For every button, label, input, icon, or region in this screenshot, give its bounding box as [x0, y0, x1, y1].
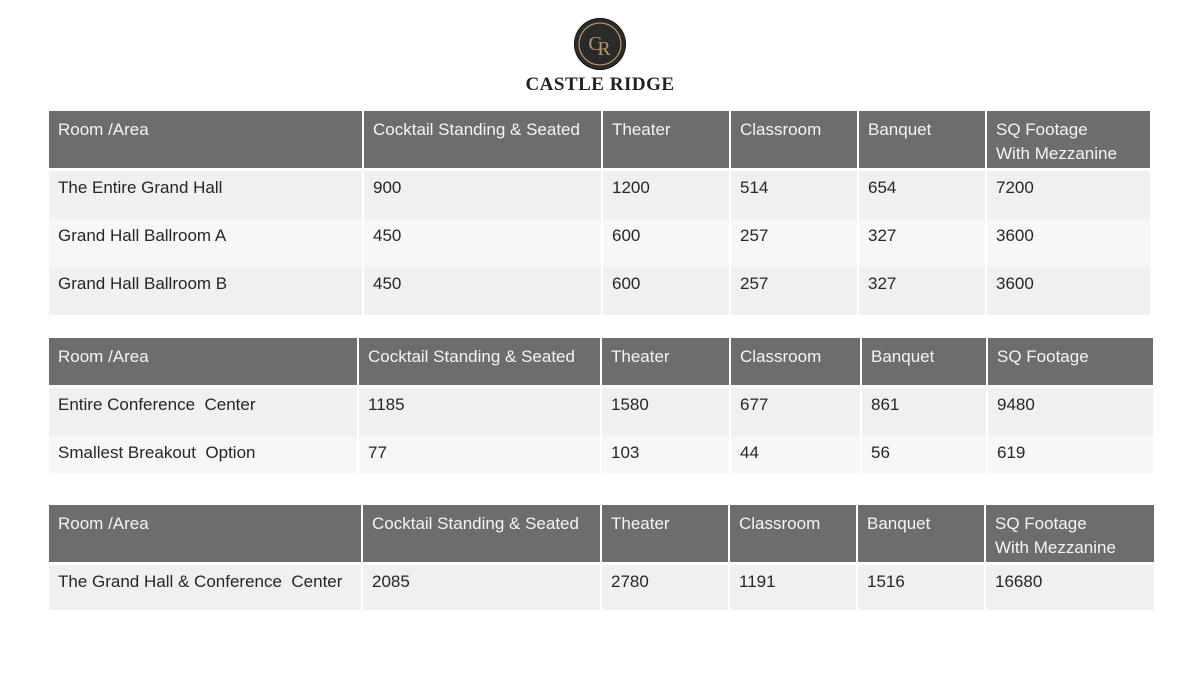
- header-theater: Theater: [602, 338, 731, 388]
- cell-cocktail: 2085: [363, 565, 602, 610]
- header-room-area: Room /Area: [49, 111, 364, 171]
- castle-ridge-logo-seal: [574, 18, 626, 70]
- table-row: [49, 267, 1150, 315]
- cell-theater: 600: [603, 219, 731, 267]
- cell-cocktail: 450: [364, 267, 603, 315]
- cell-classroom: 257: [731, 219, 859, 267]
- svg-text:R: R: [597, 38, 611, 60]
- cell-room: Entire Conference Center: [49, 388, 359, 436]
- cell-theater: 2780: [602, 565, 730, 610]
- header-classroom: Classroom: [731, 338, 862, 388]
- header-room-area: Room /Area: [49, 505, 363, 565]
- cell-banquet: 327: [859, 219, 987, 267]
- cell-sq-footage: 619: [988, 436, 1153, 473]
- header-sq-footage: SQ Footage: [988, 338, 1153, 388]
- table-row: [49, 171, 1150, 219]
- header-banquet: Banquet: [862, 338, 988, 388]
- cell-sq-footage: 16680: [986, 565, 1154, 610]
- cell-room: The Grand Hall & Conference Center: [49, 565, 363, 610]
- header-theater: Theater: [603, 111, 731, 171]
- cell-sq-footage: 3600: [987, 267, 1150, 315]
- cell-classroom: 1191: [730, 565, 858, 610]
- header-classroom: Classroom: [730, 505, 858, 565]
- cell-cocktail: 450: [364, 219, 603, 267]
- table-row: [49, 565, 1154, 610]
- brand-header: [0, 0, 1200, 105]
- table-header-row: [49, 505, 1154, 565]
- header-banquet: Banquet: [859, 111, 987, 171]
- cell-classroom: 44: [731, 436, 862, 473]
- cell-room: Grand Hall Ballroom A: [49, 219, 364, 267]
- grand-hall-capacity-table: [49, 111, 1150, 315]
- header-theater: Theater: [602, 505, 730, 565]
- table-row: [49, 219, 1150, 267]
- header-cocktail: Cocktail Standing & Seated: [363, 505, 602, 565]
- cell-banquet: 654: [859, 171, 987, 219]
- table-header-row: [49, 111, 1150, 171]
- cell-classroom: 677: [731, 388, 862, 436]
- header-cocktail: Cocktail Standing & Seated: [359, 338, 602, 388]
- table-row: [49, 436, 1153, 473]
- cell-banquet: 1516: [858, 565, 986, 610]
- table-row: [49, 388, 1153, 436]
- combined-venue-capacity-table: [49, 505, 1154, 610]
- monogram-seal-graphic: [574, 18, 626, 70]
- cell-theater: 103: [602, 436, 731, 473]
- cell-cocktail: 77: [359, 436, 602, 473]
- header-cocktail: Cocktail Standing & Seated: [364, 111, 603, 171]
- cell-sq-footage: 3600: [987, 219, 1150, 267]
- cell-theater: 1580: [602, 388, 731, 436]
- cell-banquet: 56: [862, 436, 988, 473]
- cell-sq-footage: 7200: [987, 171, 1150, 219]
- cell-theater: 1200: [603, 171, 731, 219]
- cell-cocktail: 900: [364, 171, 603, 219]
- header-banquet: Banquet: [858, 505, 986, 565]
- cell-classroom: 514: [731, 171, 859, 219]
- header-sq-footage: SQ Footage With Mezzanine: [987, 111, 1150, 171]
- cell-banquet: 327: [859, 267, 987, 315]
- conference-center-capacity-table: [49, 338, 1153, 473]
- cell-room: The Entire Grand Hall: [49, 171, 364, 219]
- table-header-row: [49, 338, 1153, 388]
- cell-theater: 600: [603, 267, 731, 315]
- cell-cocktail: 1185: [359, 388, 602, 436]
- cell-room: Smallest Breakout Option: [49, 436, 359, 473]
- header-room-area: Room /Area: [49, 338, 359, 388]
- cell-sq-footage: 9480: [988, 388, 1153, 436]
- header-classroom: Classroom: [731, 111, 859, 171]
- header-sq-footage: SQ Footage With Mezzanine: [986, 505, 1154, 565]
- cell-classroom: 257: [731, 267, 859, 315]
- cell-banquet: 861: [862, 388, 988, 436]
- cell-room: Grand Hall Ballroom B: [49, 267, 364, 315]
- svg-text:C: C: [588, 33, 602, 55]
- brand-name: CASTLE RIDGE: [525, 74, 675, 95]
